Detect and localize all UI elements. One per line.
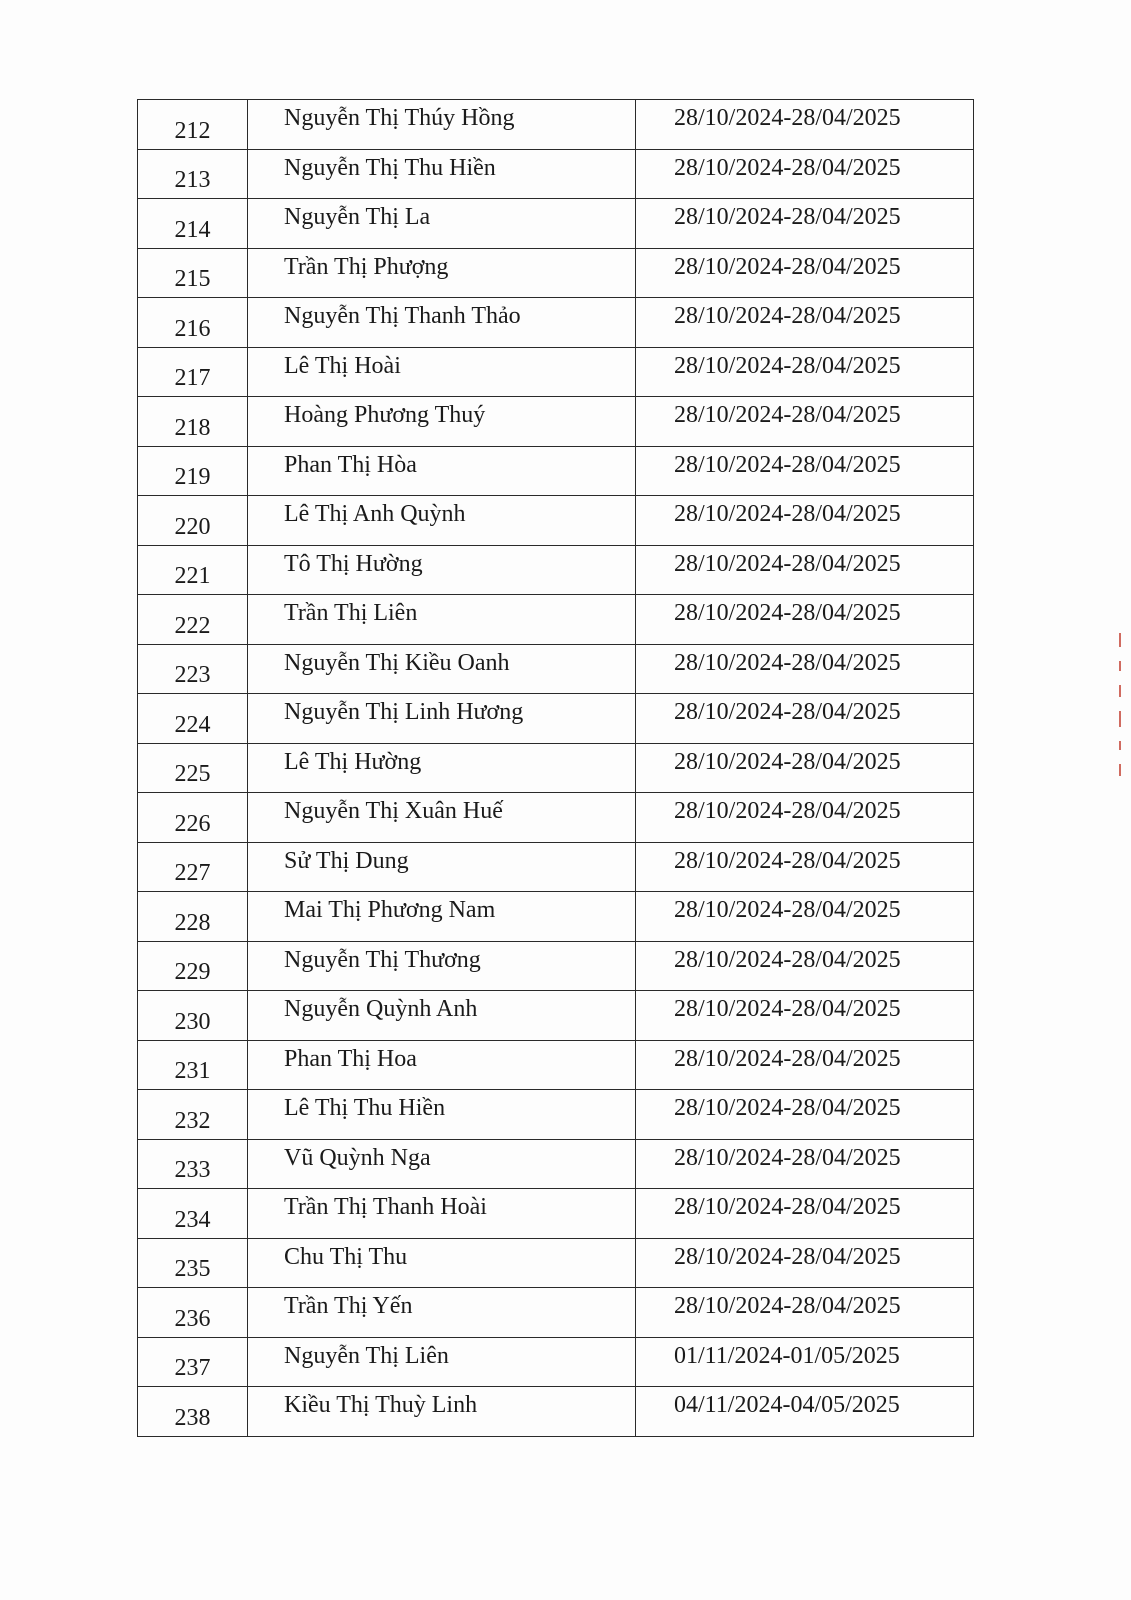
person-name: Trần Thị Thanh Hoài [248,1189,636,1239]
person-name: Trần Thị Yến [248,1288,636,1338]
table-row [138,298,974,348]
row-number: 230 [138,991,248,1041]
row-number: 220 [138,496,248,546]
date-range: 28/10/2024-28/04/2025 [636,743,974,793]
person-name: Nguyễn Quỳnh Anh [248,991,636,1041]
table-row [138,248,974,298]
person-name: Hoàng Phương Thuý [248,397,636,447]
table-row [138,793,974,843]
row-number: 227 [138,842,248,892]
table-row [138,941,974,991]
person-name: Sử Thị Dung [248,842,636,892]
row-number: 214 [138,199,248,249]
date-range: 28/10/2024-28/04/2025 [636,446,974,496]
table-row [138,842,974,892]
date-range: 28/10/2024-28/04/2025 [636,1040,974,1090]
row-number: 212 [138,100,248,150]
table-row [138,1387,974,1437]
row-number: 222 [138,595,248,645]
date-range: 28/10/2024-28/04/2025 [636,1238,974,1288]
person-name: Phan Thị Hoa [248,1040,636,1090]
roster-table [137,99,974,1437]
table-row [138,397,974,447]
person-name: Lê Thị Thu Hiền [248,1090,636,1140]
row-number: 236 [138,1288,248,1338]
date-range: 28/10/2024-28/04/2025 [636,298,974,348]
date-range: 28/10/2024-28/04/2025 [636,248,974,298]
row-number: 234 [138,1189,248,1239]
date-range: 28/10/2024-28/04/2025 [636,149,974,199]
table-row [138,100,974,150]
row-number: 225 [138,743,248,793]
date-range: 28/10/2024-28/04/2025 [636,595,974,645]
person-name: Nguyễn Thị Thúy Hồng [248,100,636,150]
date-range: 28/10/2024-28/04/2025 [636,941,974,991]
person-name: Lê Thị Hoài [248,347,636,397]
date-range: 28/10/2024-28/04/2025 [636,1288,974,1338]
person-name: Lê Thị Anh Quỳnh [248,496,636,546]
table-row [138,595,974,645]
row-number: 228 [138,892,248,942]
person-name: Nguyễn Thị Xuân Huế [248,793,636,843]
person-name: Nguyễn Thị Thương [248,941,636,991]
table-row [138,199,974,249]
person-name: Lê Thị Hường [248,743,636,793]
date-range: 28/10/2024-28/04/2025 [636,694,974,744]
row-number: 221 [138,545,248,595]
row-number: 233 [138,1139,248,1189]
row-number: 231 [138,1040,248,1090]
table-row [138,644,974,694]
table-row [138,545,974,595]
table-row [138,743,974,793]
date-range: 28/10/2024-28/04/2025 [636,991,974,1041]
table-row [138,347,974,397]
date-range: 28/10/2024-28/04/2025 [636,892,974,942]
row-number: 229 [138,941,248,991]
table-row [138,1189,974,1239]
row-number: 224 [138,694,248,744]
date-range: 28/10/2024-28/04/2025 [636,397,974,447]
row-number: 237 [138,1337,248,1387]
person-name: Chu Thị Thu [248,1238,636,1288]
person-name: Nguyễn Thị Kiều Oanh [248,644,636,694]
table-row [138,496,974,546]
person-name: Trần Thị Phượng [248,248,636,298]
date-range: 28/10/2024-28/04/2025 [636,1189,974,1239]
person-name: Nguyễn Thị Linh Hương [248,694,636,744]
table-row [138,991,974,1041]
date-range: 28/10/2024-28/04/2025 [636,199,974,249]
row-number: 226 [138,793,248,843]
row-number: 238 [138,1387,248,1437]
table-row [138,149,974,199]
row-number: 219 [138,446,248,496]
date-range: 28/10/2024-28/04/2025 [636,1139,974,1189]
person-name: Vũ Quỳnh Nga [248,1139,636,1189]
person-name: Nguyễn Thị Thu Hiền [248,149,636,199]
row-number: 215 [138,248,248,298]
row-number: 223 [138,644,248,694]
person-name: Nguyễn Thị La [248,199,636,249]
date-range: 28/10/2024-28/04/2025 [636,793,974,843]
person-name: Tô Thị Hường [248,545,636,595]
table-row [138,694,974,744]
person-name: Trần Thị Liên [248,595,636,645]
table-row [138,1288,974,1338]
date-range: 01/11/2024-01/05/2025 [636,1337,974,1387]
row-number: 217 [138,347,248,397]
person-name: Nguyễn Thị Liên [248,1337,636,1387]
margin-stamp-marks [1117,625,1123,800]
row-number: 235 [138,1238,248,1288]
roster-table-body [138,100,974,1437]
table-row [138,1337,974,1387]
table-row [138,1139,974,1189]
date-range: 28/10/2024-28/04/2025 [636,644,974,694]
table-row [138,1090,974,1140]
table-row [138,1040,974,1090]
person-name: Nguyễn Thị Thanh Thảo [248,298,636,348]
date-range: 28/10/2024-28/04/2025 [636,100,974,150]
table-row [138,1238,974,1288]
date-range: 04/11/2024-04/05/2025 [636,1387,974,1437]
person-name: Phan Thị Hòa [248,446,636,496]
date-range: 28/10/2024-28/04/2025 [636,347,974,397]
row-number: 218 [138,397,248,447]
date-range: 28/10/2024-28/04/2025 [636,496,974,546]
person-name: Kiều Thị Thuỳ Linh [248,1387,636,1437]
row-number: 213 [138,149,248,199]
table-row [138,446,974,496]
date-range: 28/10/2024-28/04/2025 [636,545,974,595]
row-number: 216 [138,298,248,348]
date-range: 28/10/2024-28/04/2025 [636,1090,974,1140]
person-name: Mai Thị Phương Nam [248,892,636,942]
table-row [138,892,974,942]
date-range: 28/10/2024-28/04/2025 [636,842,974,892]
row-number: 232 [138,1090,248,1140]
